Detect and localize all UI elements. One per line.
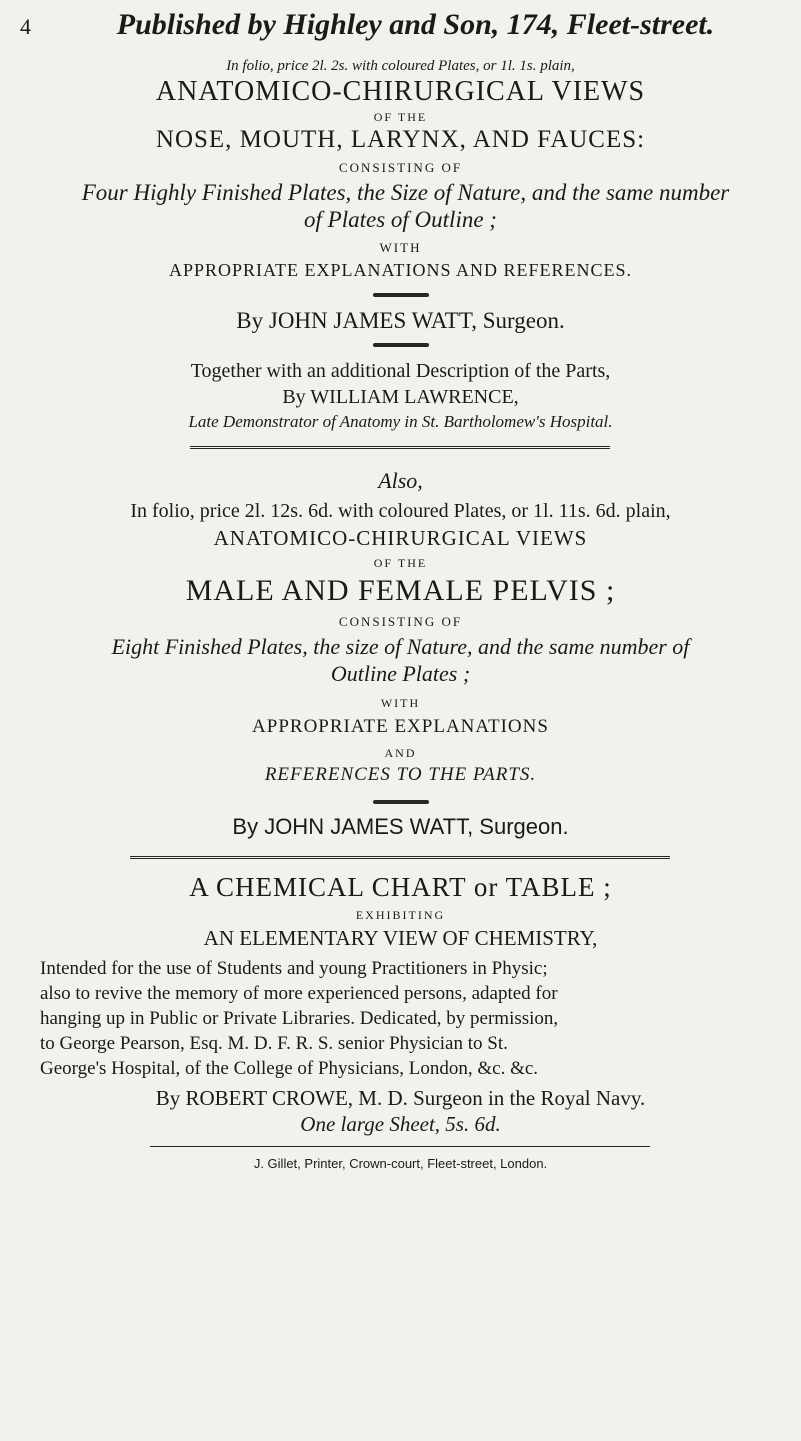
second-author: By JOHN JAMES WATT, Surgeon.	[232, 814, 569, 839]
first-author2-role: Late Demonstrator of Anatomy in St. Bartholomew's Hospital.	[188, 412, 613, 431]
first-desc-line2: of Plates of Outline ;	[304, 207, 497, 232]
second-also: Also,	[378, 468, 423, 493]
description-line: also to revive the memory of more experienced persons, adapted for	[40, 983, 558, 1004]
first-title: ANATOMICO-CHIRURGICAL VIEWS	[155, 76, 646, 107]
first-author2: By WILLIAM LAWRENCE,	[282, 386, 519, 408]
second-and: AND	[384, 746, 417, 760]
first-desc-line1: Four Highly Finished Plates, the Size of Nature, and the same number	[81, 180, 730, 205]
second-title: ANATOMICO-CHIRURGICAL VIEWS	[213, 526, 588, 550]
second-subject: MALE AND FEMALE PELVIS ;	[185, 574, 616, 607]
first-together: Together with an additional Description of the Parts,	[190, 360, 611, 382]
second-desc-line1: Eight Finished Plates, the size of Nature, and the same number of	[111, 634, 690, 659]
second-consisting: CONSISTING OF	[338, 614, 463, 629]
first-of-the: OF THE	[373, 110, 428, 124]
chart-subtitle: AN ELEMENTARY VIEW OF CHEMISTRY,	[203, 926, 598, 950]
first-author: By JOHN JAMES WATT, Surgeon.	[236, 308, 565, 333]
page-number: 4	[20, 14, 31, 39]
description-line: hanging up in Public or Private Libraries. Dedicated, by permission,	[40, 1008, 559, 1029]
first-consisting: CONSISTING OF	[338, 160, 463, 175]
footer-rule	[150, 1146, 650, 1147]
description-line: Intended for the use of Students and young Practitioners in Physic;	[40, 958, 548, 979]
chart-exhibiting: EXHIBITING	[355, 908, 446, 922]
first-explanations: APPROPRIATE EXPLANATIONS AND REFERENCES.	[168, 260, 633, 280]
section-rule	[190, 446, 610, 449]
chart-sheet-price: One large Sheet, 5s. 6d.	[300, 1112, 501, 1136]
chart-description	[40, 956, 780, 1081]
description-line: to George Pearson, Esq. M. D. F. R. S. senior Physician to St.	[40, 1033, 508, 1054]
section-rule	[130, 856, 670, 859]
second-explanations: APPROPRIATE EXPLANATIONS	[252, 716, 549, 737]
first-price: In folio, price 2l. 2s. with coloured Plates, or 1l. 1s. plain,	[226, 58, 575, 74]
second-with: WITH	[380, 696, 421, 710]
ornament-divider	[373, 293, 429, 297]
ornament-divider	[373, 343, 429, 347]
second-desc-line2: Outline Plates ;	[330, 661, 471, 686]
ornament-divider	[373, 800, 429, 804]
second-price: In folio, price 2l. 12s. 6d. with coloured Plates, or 1l. 11s. 6d. plain,	[130, 500, 671, 522]
printer-imprint: J. Gillet, Printer, Crown-court, Fleet-street, London.	[253, 1156, 548, 1171]
description-line: George's Hospital, of the College of Physicians, London, &c. &c.	[40, 1058, 539, 1079]
second-of-the: OF THE	[373, 556, 428, 570]
chart-title: A CHEMICAL CHART or TABLE ;	[189, 872, 612, 902]
chart-author: By ROBERT CROWE, M. D. Surgeon in the Royal Navy.	[155, 1086, 646, 1110]
first-with: WITH	[379, 240, 422, 255]
first-subject: NOSE, MOUTH, LARYNX, AND FAUCES:	[155, 126, 646, 153]
second-references: REFERENCES TO THE PARTS.	[264, 764, 537, 785]
publisher-header: Published by Highley and Son, 174, Fleet-street.	[116, 8, 715, 41]
